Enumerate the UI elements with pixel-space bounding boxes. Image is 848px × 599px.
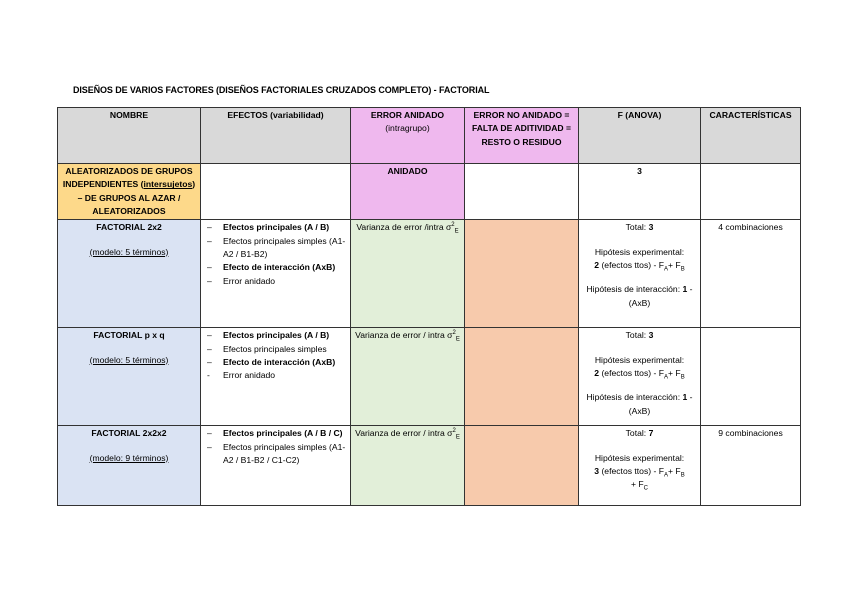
effect-item (207, 261, 346, 274)
error-anidado-cell (351, 328, 465, 426)
design-name: FACTORIAL 2x2 (96, 222, 162, 233)
f-total (583, 427, 696, 440)
f-hyp-text: (efectos ttos) - F (599, 367, 665, 378)
effect-text: Efectos principales (A / B) (223, 222, 330, 233)
f-hyp-text: (efectos ttos) - F (599, 259, 665, 270)
design-name: FACTORIAL 2x2x2 (91, 428, 167, 439)
document-title: DISEÑOS DE VARIOS FACTORES (DISEÑOS FACTORIALES CRUZADOS COMPLETO) - FACTORIAL (73, 85, 490, 95)
effect-item (207, 343, 346, 356)
effects-cell (201, 220, 351, 328)
effect-text: Efectos principales simples (A1-A2 / B1-B2) (223, 235, 346, 259)
header-error-anidado (351, 108, 465, 164)
aleatorizados-name-part2: ) – DE GRUPOS AL AZAR / ALEATORIZADOS (77, 179, 196, 216)
effects-list (205, 221, 346, 288)
f-hyp-sub-a: A (664, 472, 669, 479)
design-model: (modelo: 9 términos) (89, 452, 169, 463)
bullet-dash: – (207, 356, 212, 367)
effects-cell (201, 328, 351, 426)
row-aleatorizados (58, 164, 801, 220)
aleatorizados-f: 3 (579, 164, 701, 220)
aleatorizados-name-part1: ALEATORIZADOS DE GRUPOS INDEPENDIENTES ( (62, 166, 193, 190)
effect-text: Efectos principales (A / B) (223, 330, 330, 341)
error-no-anidado-cell (465, 328, 579, 426)
f-hyp-plus: + F (668, 465, 681, 476)
f-total (583, 329, 696, 342)
f-hyp-line (583, 367, 696, 380)
aleatorizados-caracteristicas (701, 164, 801, 220)
effects-list (205, 427, 346, 467)
f-inter-value: 1 (682, 392, 688, 403)
header-error-anidado-line2: (intragrupo) (385, 123, 430, 134)
effect-item (207, 441, 346, 468)
design-model: (modelo: 5 términos) (89, 246, 169, 257)
f-hyp-sub-a: A (664, 374, 669, 381)
bullet-dash: – (207, 262, 212, 273)
effect-text: Efecto de interacción (AxB) (223, 262, 336, 273)
error-sub: E (455, 434, 460, 441)
f-total-label: Total: (625, 330, 649, 341)
effect-item (207, 235, 346, 262)
f-hyp-label: Hipótesis experimental: (594, 246, 685, 257)
design-model: (modelo: 5 términos) (89, 354, 169, 365)
header-error-no-anidado: ERROR NO ANIDADO = FALTA DE ADITIVIDAD = RESTO O RESIDUO (465, 108, 579, 164)
error-text: Varianza de error / intra σ (355, 330, 453, 341)
f-hyp-value: 2 (594, 259, 600, 270)
aleatorizados-name-underlined: intersujetos (143, 179, 193, 190)
effect-item (207, 356, 346, 369)
f-hyp-sub-b: B (680, 374, 685, 381)
header-caracteristicas: CARACTERÍSTICAS (701, 108, 801, 164)
table-row (58, 220, 801, 328)
table-row (58, 328, 801, 426)
design-name-cell (58, 426, 201, 506)
error-no-anidado-cell (465, 220, 579, 328)
bullet-dash: – (207, 275, 212, 286)
f-hyp-extra: + F (631, 479, 644, 490)
effect-text: Efectos principales simples (223, 343, 327, 354)
bullet-dash: – (207, 222, 212, 233)
effect-text: Efectos principales simples (A1-A2 / B1-B2 / C1-C2) (223, 441, 346, 465)
bullet-dash: – (207, 330, 212, 341)
f-inter-text: - (AxB) (628, 284, 693, 308)
f-hyp-label: Hipótesis experimental: (594, 452, 685, 463)
error-sup: 2 (451, 222, 455, 229)
f-inter-label: Hipótesis de interacción: (586, 284, 683, 295)
caracteristicas-cell (701, 328, 801, 426)
f-anova-cell (579, 328, 701, 426)
f-hyp-value: 3 (594, 465, 600, 476)
f-inter (583, 391, 696, 418)
effect-item (207, 427, 346, 440)
f-hyp-plus: + F (668, 367, 681, 378)
f-hyp-plus: + F (668, 259, 681, 270)
aleatorizados-error-no-anidado (465, 164, 579, 220)
f-inter-text: - (AxB) (628, 392, 693, 416)
f-hyp-sub-b: B (680, 266, 685, 273)
f-total-label: Total: (625, 222, 649, 233)
effects-list (205, 329, 346, 382)
f-total-value: 3 (648, 222, 654, 233)
factorial-designs-table (57, 107, 801, 506)
f-hyp-line (583, 259, 696, 272)
f-inter-value: 1 (682, 284, 688, 295)
aleatorizados-efectos (201, 164, 351, 220)
f-hyp-sub-a: A (664, 266, 669, 273)
bullet-dash: – (207, 343, 212, 354)
effect-item (207, 329, 346, 342)
effect-item (207, 221, 346, 234)
effect-text: Efectos principales (A / B / C) (223, 428, 343, 439)
error-anidado-cell (351, 426, 465, 506)
error-sup: 2 (452, 330, 456, 337)
f-total (583, 221, 696, 234)
effect-item (207, 275, 346, 288)
bullet-dash: – (207, 441, 212, 452)
header-nombre: NOMBRE (58, 108, 201, 164)
design-name-cell (58, 328, 201, 426)
f-anova-cell (579, 220, 701, 328)
effect-text: Error anidado (223, 275, 276, 286)
error-sub: E (454, 228, 459, 235)
f-hyp-label: Hipótesis experimental: (594, 354, 685, 365)
f-total-value: 7 (648, 428, 654, 439)
caracteristicas-cell: 9 combinaciones (701, 426, 801, 506)
effect-text: Error anidado (223, 370, 276, 381)
aleatorizados-name (58, 164, 201, 220)
effects-cell (201, 426, 351, 506)
f-hyp-sub-b: B (680, 472, 685, 479)
f-hyp-extra-sub: C (643, 485, 648, 492)
effect-item (207, 369, 346, 382)
header-error-anidado-line1: ERROR ANIDADO (370, 110, 445, 120)
error-anidado-cell (351, 220, 465, 328)
caracteristicas-cell: 4 combinaciones (701, 220, 801, 328)
f-inter-label: Hipótesis de interacción: (586, 392, 683, 403)
error-text: Varianza de error / intra σ (355, 428, 453, 439)
error-text: Varianza de error /intra σ (356, 222, 452, 233)
f-anova-cell (579, 426, 701, 506)
f-total-value: 3 (648, 330, 654, 341)
design-name: FACTORIAL p x q (93, 330, 165, 341)
header-f-anova: F (ANOVA) (579, 108, 701, 164)
header-row (58, 108, 801, 164)
bullet-dash: - (207, 370, 210, 381)
error-no-anidado-cell (465, 426, 579, 506)
aleatorizados-error-anidado: ANIDADO (351, 164, 465, 220)
bullet-dash: – (207, 235, 212, 246)
bullet-dash: – (207, 428, 212, 439)
f-hyp-text: (efectos ttos) - F (599, 465, 665, 476)
effect-text: Efecto de interacción (AxB) (223, 356, 336, 367)
table-row (58, 426, 801, 506)
error-sup: 2 (452, 428, 456, 435)
error-sub: E (455, 336, 460, 343)
f-inter (583, 283, 696, 310)
f-total-label: Total: (625, 428, 649, 439)
f-hyp-value: 2 (594, 367, 600, 378)
design-name-cell (58, 220, 201, 328)
header-efectos: EFECTOS (variabilidad) (201, 108, 351, 164)
f-hyp-line (583, 465, 696, 492)
